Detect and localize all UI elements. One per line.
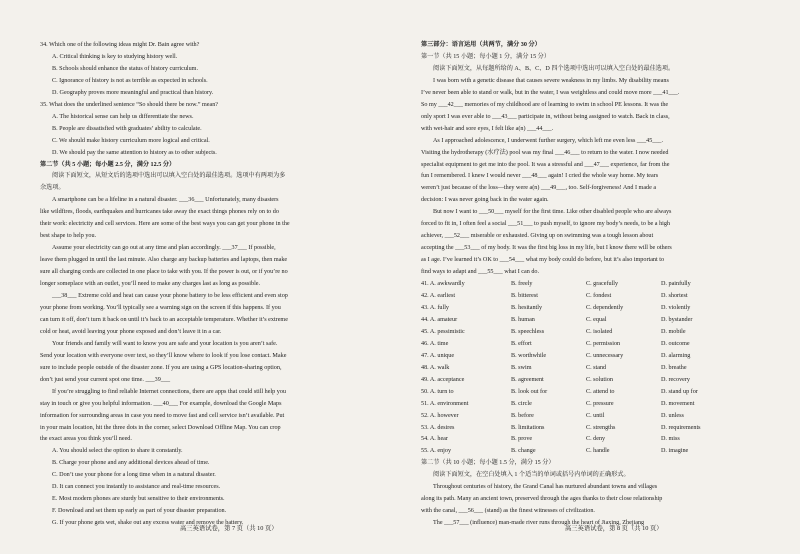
option-cell: C. permission [586, 340, 621, 347]
option-cell: 49. A. acceptance [421, 376, 465, 383]
option-cell: 46. A. time [421, 340, 449, 347]
text-line: with the canal, ___56___ (stand) as the finest witnesses of civilization. [421, 508, 595, 515]
text-line: 34. Which one of the following ideas might Dr. Bain agree with? [40, 42, 200, 48]
text-line: D. Geography proves more meaningful and practical than history. [52, 89, 214, 96]
text-line: A smartphone can be a lifeline in a natural disaster. ___36___ Unfortunately, many disasters [52, 197, 279, 204]
text-line: I’ve never been able to stand or walk, but in the water, I was weightless and could move more ___41___. [421, 89, 680, 96]
text-line: 第一节（共 15 小题；每小题 1 分，满分 15 分） [421, 53, 550, 60]
option-cell: 55. A. enjoy [421, 448, 452, 455]
text-line: I was born with a genetic disease that causes severe weakness in my limbs. My disability means [433, 77, 669, 84]
text-line: information for surrounding areas in case you need to move fast and cell service isn’t available. Put [40, 412, 285, 419]
text-line: As I approached adolescence, I underwent further surgery, which left me even less ___45___. [433, 137, 664, 144]
text-line: 阅读下面短文，在空白处填入 1 个适当的单词或括号内单词的正确形式。 [433, 472, 630, 479]
text-line: 阅读下面短文，从每题所给的 A、B、C、D 四个选项中选出可以填入空白处的最佳选项。 [433, 65, 675, 72]
text-line: don’t just send your current spot one time. ___39___ [40, 376, 171, 383]
option-cell: B. prove [511, 436, 533, 443]
text-line: find ways to adapt and ___55___ what I can do. [421, 269, 540, 276]
text-line: So my ___42___ memories of my childhood are of learning to swim in school PE lessons. It was the [421, 101, 669, 108]
text-line: your phone from working. You’ll typically see a warning sign on the screen if this happens. If you [40, 304, 281, 311]
option-cell: B. swim [511, 364, 532, 371]
text-line: B. People are dissatisfied with graduates’ ability to calculate. [52, 125, 202, 132]
text-line: 余选项。 [40, 185, 65, 192]
text-line: the exact areas you think you’ll need. [40, 436, 132, 443]
option-cell: D. requirements [661, 424, 701, 431]
option-cell: 45. A. pessimistic [421, 328, 465, 335]
text-line: best shape to help you. [40, 233, 97, 240]
text-line: weren’t just because of the loss—they were a(n) ___49___, too. Self-forgiveness! And I made a [421, 185, 657, 192]
option-cell: C. handle [586, 448, 610, 455]
option-cell: B. human [511, 316, 535, 323]
option-cell: C. fondest [586, 293, 612, 300]
option-cell: C. isolated [586, 328, 613, 335]
option-cell: C. pressure [586, 400, 614, 407]
option-cell: D. movement [661, 400, 695, 407]
text-line: E. Most modern phones are sturdy but sensitive to their environments. [52, 496, 225, 503]
text-line: leave them plugged in until the last minute. Also charge any backup batteries and laptops, then make [40, 257, 288, 264]
text-line: C. Don’t use your phone for a long time when in a natural disaster. [52, 472, 216, 479]
option-cell: B. limitations [511, 424, 545, 431]
option-cell: B. effort [511, 340, 532, 347]
footer-page-7: 高三英语试卷，第 7 页（共 10 页） [180, 525, 278, 532]
option-cell: 50. A. turn to [421, 388, 454, 395]
option-cell: 48. A. walk [421, 364, 450, 371]
text-line: fun I remembered. I knew I would never ___48___ again! I cried the whole way home. My tears [421, 173, 659, 180]
text-line: with wet-hair and sore eyes, I felt like a(n) ___44___. [421, 125, 554, 132]
option-cell: 52. A. however [421, 412, 459, 419]
text-line: ___38___ Extreme cold and heat can cause your phone battery to be less efficient and even stop [52, 293, 288, 300]
text-line: D. It can connect you instantly to assistance and real-time resources. [52, 484, 221, 491]
text-line: A. Critical thinking is key to studying history well. [52, 53, 178, 60]
text-line: stay in touch or give you helpful information. ___40___ For example, download the Google Maps [40, 400, 282, 407]
option-cell: D. recovery [661, 376, 690, 383]
text-line: The ___57___ (influence) man-made river runs through the heart of Jiaxing, Zhejiang [433, 520, 645, 527]
text-line: C. We should make history curriculum more logical and critical. [52, 137, 210, 144]
option-cell: C. equal [586, 316, 607, 323]
option-cell: 43. A. fully [421, 304, 449, 311]
option-cell: B. circle [511, 400, 532, 407]
option-cell: D. bystander [661, 316, 693, 323]
option-cell: C. until [586, 412, 605, 419]
option-cell: 53. A. desires [421, 424, 455, 431]
text-line: their work: electricity and cell services. Here are some of the best ways you can get your phone in the [40, 221, 290, 228]
text-line: along its path. Many an ancient town, preserved through the ages thanks to their close relationship [421, 496, 663, 503]
text-line: F. Download and set them up early as part of your disaster preparation. [52, 508, 227, 515]
option-cell: B. worthwhile [511, 352, 547, 359]
option-cell: C. gracefully [586, 281, 619, 288]
option-cell: D. painfully [661, 281, 691, 288]
text-line: 第二节（共 5 小题；每小题 2.5 分，满分 12.5 分） [40, 161, 176, 168]
text-line: Assume your electricity can go out at any time and plan accordingly. ___37___ If possible, [52, 245, 276, 252]
text-line: sure to include people outside of the disaster zone. If you are using a GPS location-sharing option, [40, 364, 282, 371]
text-line: can turn it off, don’t turn it back on until it’s back to an acceptable temperature. Whether it’s extreme [40, 316, 288, 323]
text-line: D. We should pay the same attention to history as to other subjects. [52, 149, 217, 156]
option-cell: C. solution [586, 376, 613, 383]
text-line: Send your location with everyone over text, so they’ll know where to look if you lose contact. Make [40, 352, 287, 359]
text-line: cold or heat, avoid leaving your phone exposed and don’t leave it in a car. [40, 328, 222, 335]
option-cell: 42. A. earliest [421, 293, 456, 300]
option-cell: B. before [511, 412, 534, 419]
text-line: 阅读下面短文，从短文后的选项中选出可以填入空白处的最佳选项。选项中有两项为多 [52, 173, 286, 180]
option-cell: D. stand up for [661, 388, 698, 395]
option-cell: 47. A. unique [421, 352, 455, 359]
option-cell: 41. A. awkwardly [421, 281, 465, 288]
text-line: Visiting the hydrotherapy (水疗法) pool was my final ___46___ to return to the water. I now needed [421, 149, 669, 156]
text-line: 35. What does the underlined sentence “So should there be now.” mean? [40, 101, 219, 108]
option-cell: B. agreement [511, 376, 544, 383]
footer-page-8: 高三英语试卷，第 8 页（共 10 页） [565, 525, 663, 532]
option-cell: B. bitterest [511, 293, 538, 300]
text-line: But now I want to ___50___ myself for the first time. Like other disabled people who are always [433, 209, 672, 216]
option-cell: D. unless [661, 412, 684, 419]
text-line: in your main location, hit the three dots in the corner, select Download Offline Map. You can crop [40, 424, 281, 431]
text-line: as I age. I’ve learned it’s OK to ___54___ what my body could do before, but it’s also important to [421, 257, 665, 264]
page-left [40, 40, 395, 530]
text-line: sure all charging cords are collected in one place to take with you. If the power is out, or if you’re no [40, 269, 288, 276]
option-cell: D. shortest [661, 293, 688, 300]
option-cell: B. look out for [511, 388, 548, 395]
option-cell: D. imagine [661, 448, 689, 455]
text-line: G. If your phone gets wet, shake out any excess water and remove the battery. [52, 520, 244, 527]
text-line: If you’re struggling to find reliable Internet connections, there are apps that could still help you [52, 388, 286, 395]
text-line: 第三部分：语言运用（共两节，满分 30 分） [421, 42, 541, 48]
text-line: accepting the ___53___ of my body. It was the first big loss in my life, but I know there will be others [421, 245, 672, 252]
option-cell: B. change [511, 448, 536, 455]
option-cell: D. mobile [661, 328, 686, 335]
option-cell: C. strengths [586, 424, 616, 431]
option-cell: C. attend to [586, 388, 615, 395]
text-line: A. You should select the option to share it constantly. [52, 448, 183, 455]
text-line: Throughout centuries of history, the Grand Canal has nurtured abundant towns and villages [433, 484, 658, 491]
text-line: A. The historical sense can help us differentiate the news. [52, 113, 194, 120]
cloze-options-grid [421, 279, 776, 458]
option-cell: C. deny [586, 436, 606, 443]
option-cell: D. violently [661, 304, 691, 311]
text-line: like wildfires, floods, earthquakes and hurricanes take away the exact things phones rely on to do [40, 209, 279, 216]
text-line: B. Schools should enhance the status of history curriculum. [52, 65, 198, 72]
option-cell: D. breathe [661, 364, 687, 371]
option-cell: C. dependently [586, 304, 624, 311]
text-line: C. Ignorance of history is not as terrible as expected in schools. [52, 77, 208, 84]
option-cell: B. speechless [511, 328, 545, 335]
option-cell: B. hesitantly [511, 304, 543, 311]
option-cell: 44. A. amateur [421, 316, 458, 323]
option-cell: 54. A. hear [421, 436, 448, 443]
text-line: only sport I was ever able to ___43___ participate in, without being assigned to watch. Back in class, [421, 113, 670, 120]
text-line: forced to fit in, I often feel a social ___51___ to push myself, to ignore my body’s needs, to be a high [421, 221, 670, 228]
option-cell: 51. A. environment [421, 400, 469, 407]
text-line: achiever, ___52___ miserable or exhausted. Giving up on swimming was a tough lesson about [421, 233, 654, 240]
option-cell: C. unnecessary [586, 352, 624, 359]
text-line: B. Charge your phone and any additional devices ahead of time. [52, 460, 210, 467]
page-right [421, 40, 776, 530]
option-cell: D. alarming [661, 352, 691, 359]
text-line: 第二节（共 10 小题；每小题 1.5 分，满分 15 分） [421, 460, 555, 467]
option-cell: C. stand [586, 364, 607, 371]
option-cell: B. freely [511, 281, 533, 288]
text-line: decision: I was never going back in the water again. [421, 197, 549, 204]
option-cell: D. miss [661, 436, 680, 443]
passage-cloze [421, 40, 776, 279]
text-line: specialist equipment to get me into the pool. It was a stressful and ___47___ experience, far from the [421, 161, 670, 168]
option-cell: D. outcome [661, 340, 690, 347]
text-line: longer someplace with an outlet, you’ll need to make any charges last as long as possible. [40, 281, 261, 288]
text-line: Your friends and family will want to know you are safe and your location is you aren’t safe. [52, 340, 278, 347]
passage-grammar-fill [421, 458, 776, 530]
